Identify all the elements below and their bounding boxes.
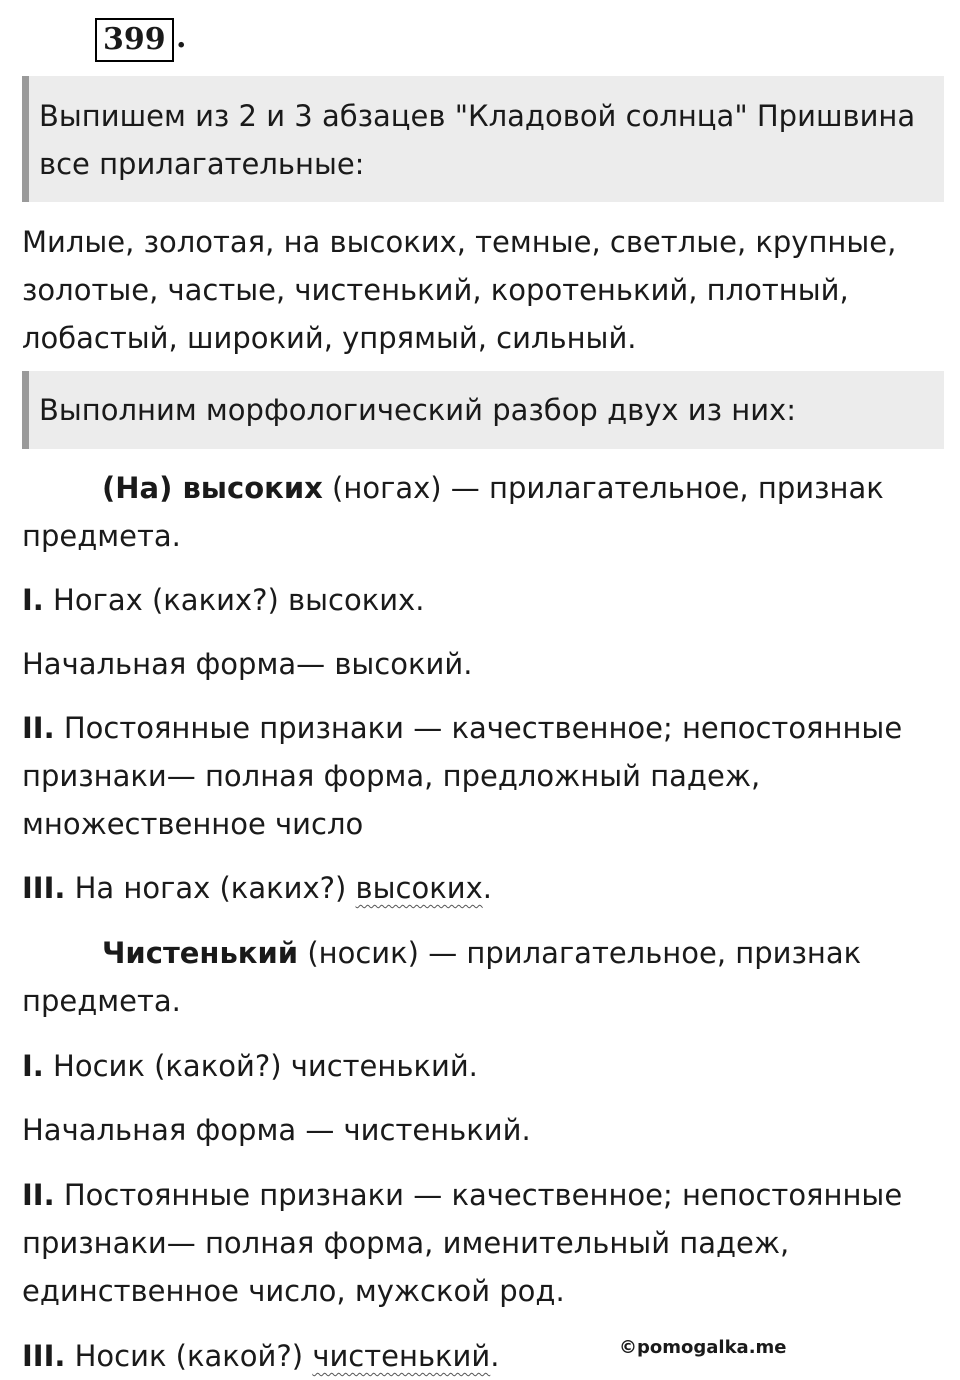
step-text: Носик (какой?) bbox=[65, 1339, 313, 1373]
step-text: На ногах (каких?) bbox=[65, 871, 356, 905]
analysis-heading bbox=[22, 929, 952, 1025]
step-number: I. bbox=[22, 583, 44, 617]
underlined-word: высоких bbox=[355, 871, 483, 905]
initial-form: Начальная форма— высокий. bbox=[22, 647, 473, 681]
step-number: III. bbox=[22, 1339, 66, 1373]
step-number: II. bbox=[22, 1178, 55, 1212]
heading-description: (ногах) — прилагательное, признак предмета. bbox=[22, 471, 884, 553]
exercise-number: 399 bbox=[95, 18, 174, 62]
analyzed-word: (На) высоких bbox=[102, 471, 323, 505]
step-number: III. bbox=[22, 871, 66, 905]
watermark: ©pomogalka.me bbox=[619, 1337, 787, 1358]
underlined-word: чистенький bbox=[312, 1339, 491, 1373]
step-number: II. bbox=[22, 711, 55, 745]
step-text: Постоянные признаки — качественное; непостоянные признаки— полная форма, именительный падеж, единственное число, мужской род. bbox=[22, 1178, 903, 1308]
task-text: Выполним морфологический разбор двух из них: bbox=[39, 393, 796, 427]
step-text: Носик (какой?) чистенький. bbox=[43, 1049, 478, 1083]
heading-description: (носик) — прилагательное, признак предмета. bbox=[22, 936, 862, 1018]
task-callout-adjectives bbox=[22, 76, 944, 202]
step-text: Постоянные признаки — качественное; непостоянные признаки— полная форма, предложный падеж, множественное число bbox=[22, 711, 903, 841]
step-number: I. bbox=[22, 1049, 44, 1083]
analyzed-word: Чистенький bbox=[102, 936, 299, 970]
analysis-step-1 bbox=[22, 1042, 952, 1090]
task-callout-analysis bbox=[22, 371, 944, 449]
task-text: Выпишем из 2 и 3 абзацев "Кладовой солнца" Пришвина все прилагательные: bbox=[39, 99, 916, 181]
step-text: Ногах (каких?) высоких. bbox=[43, 583, 425, 617]
analysis-step-3 bbox=[22, 1332, 622, 1380]
analysis-step-2 bbox=[22, 704, 952, 848]
step-end: . bbox=[490, 1339, 500, 1373]
analysis-step-3 bbox=[22, 864, 952, 912]
initial-form: Начальная форма — чистенький. bbox=[22, 1113, 531, 1147]
step-end: . bbox=[482, 871, 492, 905]
analysis-step-1 bbox=[22, 576, 952, 624]
analysis-heading bbox=[22, 464, 952, 560]
analysis-step-2 bbox=[22, 1171, 952, 1315]
adjectives-list: Милые, золотая, на высоких, темные, светлые, крупные, золотые, частые, чистенький, коротенький, плотный, лобастый, широкий, упрямый, сильный. bbox=[22, 225, 897, 355]
exercise-number-dot: . bbox=[176, 20, 187, 55]
